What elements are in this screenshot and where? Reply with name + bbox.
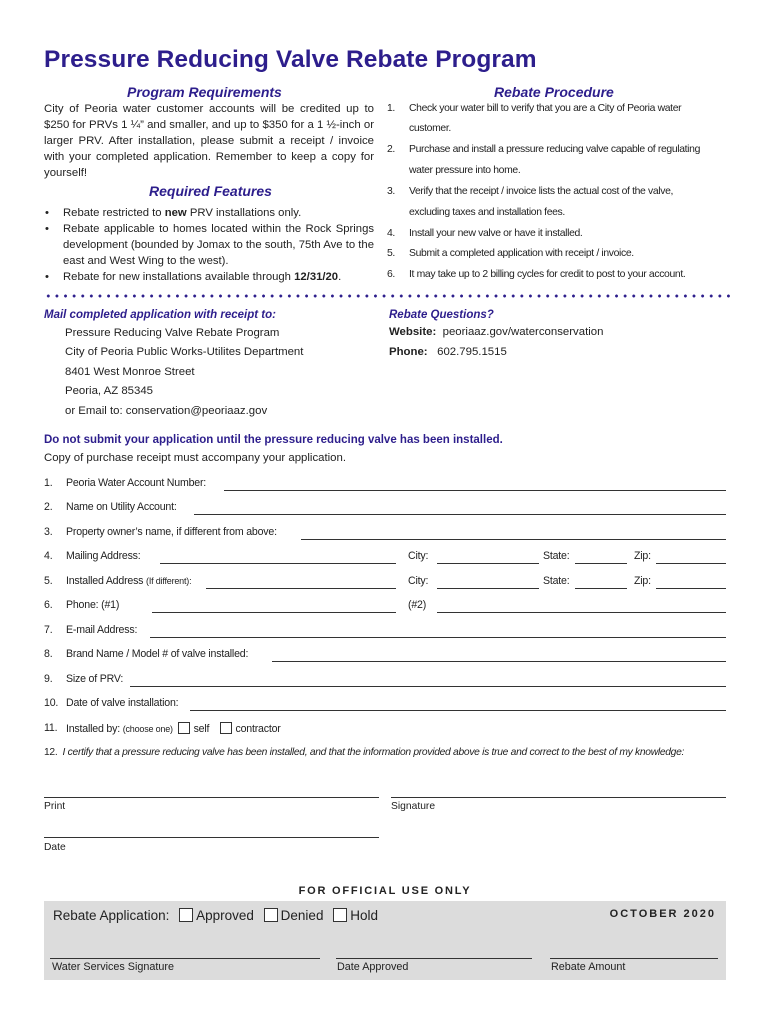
water-services-signature-field[interactable] bbox=[50, 958, 320, 959]
feature-item: • Rebate restricted to new PRV installations only. bbox=[44, 205, 374, 221]
form-row-mailing: 4. Mailing Address: City: State: Zip: bbox=[44, 550, 726, 568]
website-link[interactable]: peoriaaz.gov/waterconservation bbox=[442, 326, 604, 338]
mailing-address-field[interactable] bbox=[160, 563, 396, 564]
page-title: Pressure Reducing Valve Rebate Program bbox=[44, 46, 537, 73]
website-row: Website: peoriaaz.gov/waterconservation bbox=[389, 326, 604, 338]
form-row-brand: 8. Brand Name / Model # of valve installed: bbox=[44, 648, 726, 666]
form-row-email: 7. E-mail Address: bbox=[44, 624, 726, 642]
signature-label: Signature bbox=[391, 801, 436, 812]
required-features-list bbox=[44, 205, 374, 285]
mail-line: 8401 West Monroe Street bbox=[65, 365, 195, 378]
mail-address bbox=[65, 324, 303, 421]
mail-heading: Mail completed application with receipt to: bbox=[44, 309, 276, 321]
mail-line: or Email to: conservation@peoriaaz.gov bbox=[65, 404, 268, 417]
phone-number: 602.795.1515 bbox=[437, 346, 507, 358]
install-date-field[interactable] bbox=[190, 710, 726, 711]
hold-checkbox[interactable] bbox=[333, 908, 347, 922]
feature-item: • Rebate for new installations available through 12/31/20. bbox=[44, 269, 374, 285]
self-checkbox[interactable] bbox=[178, 722, 190, 734]
installed-city-field[interactable] bbox=[437, 588, 539, 589]
phone2-field[interactable] bbox=[437, 612, 726, 613]
program-requirements-heading: Program Requirements bbox=[127, 84, 282, 100]
receipt-note: Copy of purchase receipt must accompany your application. bbox=[44, 452, 347, 464]
brand-model-field[interactable] bbox=[272, 661, 726, 662]
denied-checkbox[interactable] bbox=[264, 908, 278, 922]
utility-name-field[interactable] bbox=[194, 514, 726, 515]
print-name-field[interactable] bbox=[44, 797, 379, 798]
approved-checkbox[interactable] bbox=[179, 908, 193, 922]
mailing-city-field[interactable] bbox=[437, 563, 539, 564]
phone-row: Phone: 602.795.1515 bbox=[389, 346, 507, 358]
rebate-application-row: Rebate Application: Approved Denied Hold bbox=[53, 908, 378, 923]
form-row-installed: 5. Installed Address (If different): City: State: Zip: bbox=[44, 575, 726, 593]
installed-state-field[interactable] bbox=[575, 588, 627, 589]
mailing-state-field[interactable] bbox=[575, 563, 627, 564]
form-row-size: 9. Size of PRV: bbox=[44, 673, 726, 691]
mail-line: City of Peoria Public Works-Utilites Department bbox=[65, 346, 304, 359]
mail-line: Pressure Reducing Valve Rebate Program bbox=[65, 327, 280, 339]
form-row-owner: 3. Property owner’s name, if different from above: bbox=[44, 526, 726, 544]
form-date: OCTOBER 2020 bbox=[609, 908, 716, 920]
official-use-heading: FOR OFFICIAL USE ONLY bbox=[298, 885, 472, 897]
date-approved-label: Date Approved bbox=[337, 961, 409, 973]
phone1-field[interactable] bbox=[152, 612, 396, 613]
owner-name-field[interactable] bbox=[301, 539, 726, 540]
form-row-installed-by: 11. Installed by: (choose one) self contractor bbox=[44, 722, 281, 735]
program-requirements-text: City of Peoria water customer accounts will be credited up to $250 for PRVs 1 ¼” and smaller, and up to $350 for a 1 ½-inch or larger PRV. After installation, please submit a receipt / invoice with your completed application. Remember to keep a copy for yourself! bbox=[44, 103, 374, 179]
form-row-account: 1. Peoria Water Account Number: bbox=[44, 477, 726, 495]
water-services-signature-label: Water Services Signature bbox=[52, 961, 175, 973]
install-notice: Do not submit your application until the pressure reducing valve has been installed. bbox=[44, 434, 503, 446]
certification-statement: 12. I certify that a pressure reducing valve has been installed, and that the information provided above is true and correct to the best of my knowledge: bbox=[44, 747, 685, 758]
email-field[interactable] bbox=[150, 637, 726, 638]
form-row-name: 2. Name on Utility Account: bbox=[44, 501, 726, 519]
date-approved-field[interactable] bbox=[336, 958, 532, 959]
mail-line: Peoria, AZ 85345 bbox=[65, 385, 154, 398]
prv-size-field[interactable] bbox=[130, 686, 726, 687]
dotted-divider bbox=[44, 292, 734, 300]
signature-field[interactable] bbox=[391, 797, 726, 798]
date-field[interactable] bbox=[44, 837, 379, 838]
account-number-field[interactable] bbox=[224, 490, 726, 491]
installed-address-field[interactable] bbox=[206, 588, 396, 589]
questions-heading: Rebate Questions? bbox=[389, 309, 494, 321]
installed-zip-field[interactable] bbox=[656, 588, 726, 589]
rebate-amount-field[interactable] bbox=[550, 958, 718, 959]
official-use-box bbox=[44, 901, 726, 980]
mailing-zip-field[interactable] bbox=[656, 563, 726, 564]
rebate-amount-label: Rebate Amount bbox=[551, 961, 626, 973]
rebate-procedure-heading: Rebate Procedure bbox=[494, 84, 614, 100]
feature-item: • Rebate applicable to homes located within the Rock Springs development (bounded by Jomax to the south, 75th Ave to the east and West Wing to the west). bbox=[44, 221, 374, 269]
date-label: Date bbox=[44, 842, 66, 853]
contractor-checkbox[interactable] bbox=[220, 722, 232, 734]
required-features-heading: Required Features bbox=[149, 183, 272, 199]
form-row-phone: 6. Phone: (#1) (#2) bbox=[44, 599, 726, 617]
print-label: Print bbox=[44, 801, 66, 812]
form-row-date: 10. Date of valve installation: bbox=[44, 697, 726, 715]
